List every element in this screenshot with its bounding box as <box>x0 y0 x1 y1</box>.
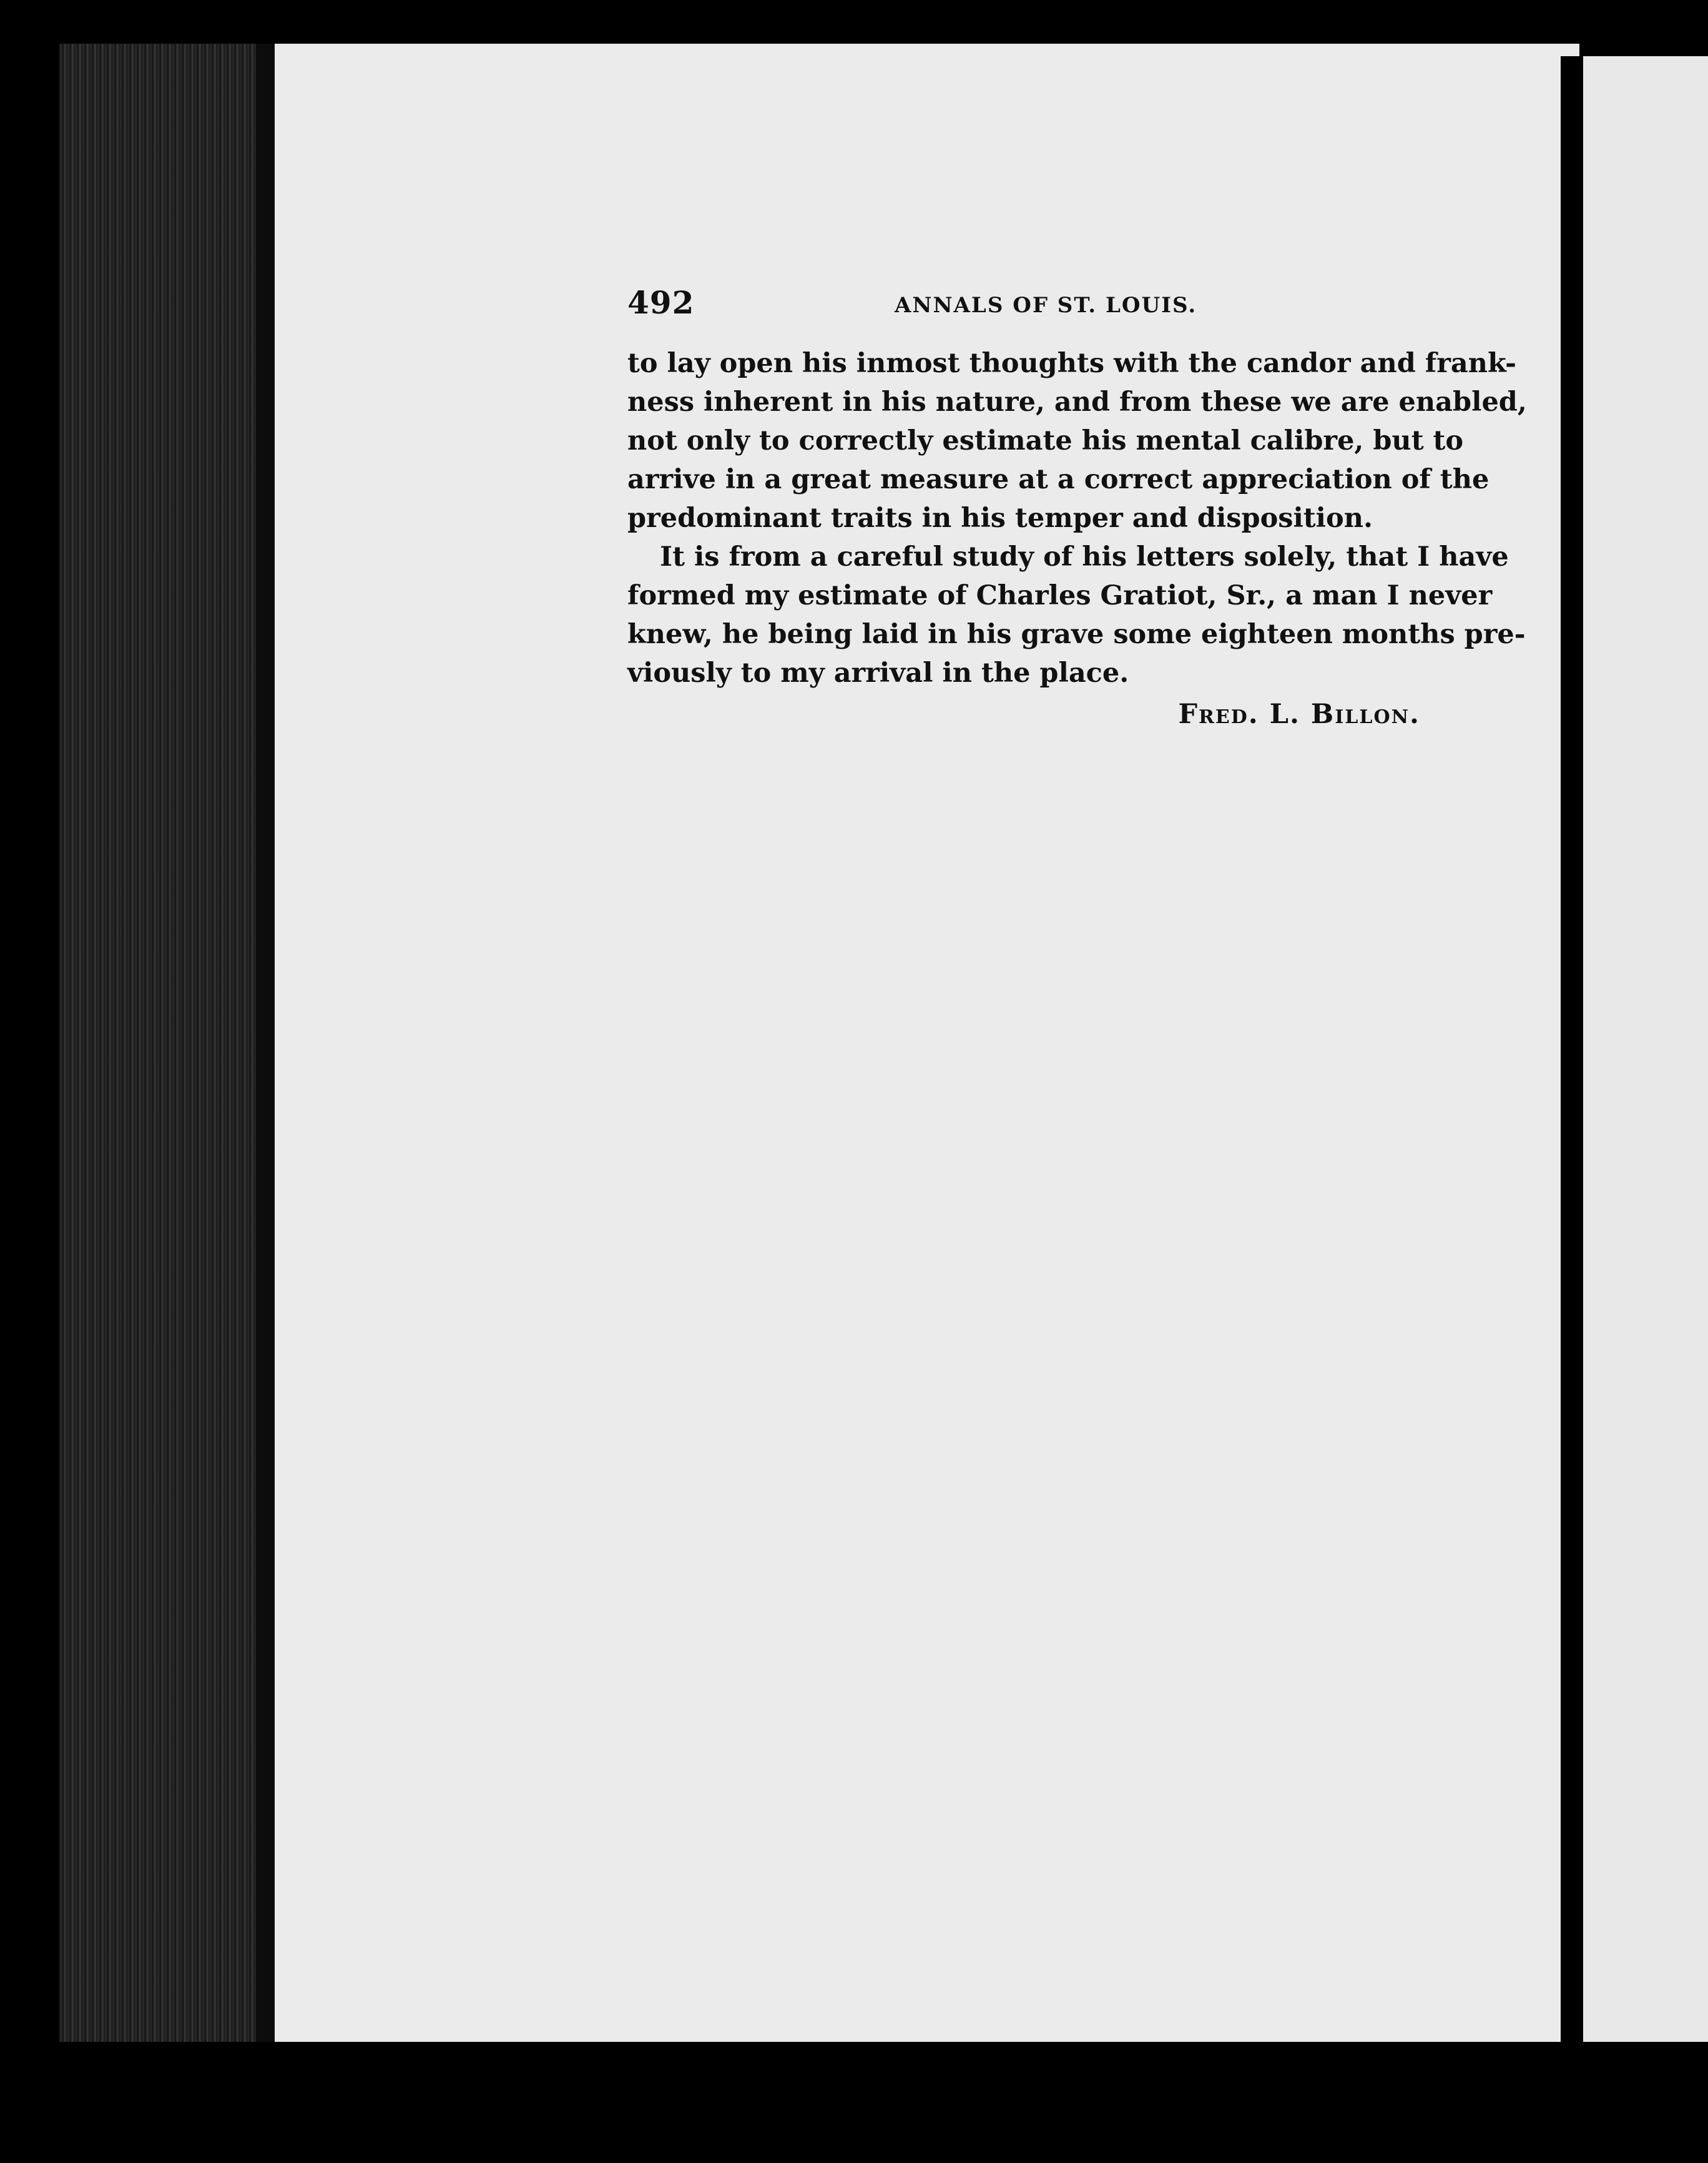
text-line: viously to my arrival in the place. <box>627 658 1129 689</box>
running-head <box>627 284 1458 328</box>
text-line: knew, he being laid in his grave some eighteen months pre- <box>627 619 1526 650</box>
author-signature: Fred. L. Billon. <box>1178 699 1420 730</box>
adjacent-page-edge <box>1583 56 1708 2042</box>
page-number: 492 <box>627 284 695 321</box>
page-text-block <box>627 284 1527 734</box>
text-line: arrive in a great measure at a correct appreciation of the <box>627 464 1490 495</box>
text-line: It is from a careful study of his letters solely, that I have <box>660 541 1509 573</box>
book-gutter <box>1561 56 1583 2042</box>
book-page-edges <box>59 44 275 2042</box>
running-title: ANNALS OF ST. LOUIS. <box>895 293 1197 318</box>
paragraph-2 <box>627 538 1526 692</box>
paragraph-1 <box>627 344 1527 538</box>
text-line: not only to correctly estimate his mental calibre, but to <box>627 425 1464 456</box>
text-line: to lay open his inmost thoughts with the candor and frank- <box>627 348 1516 379</box>
text-line: formed my estimate of Charles Gratiot, Sr., a man I never <box>627 580 1493 611</box>
text-line: predominant traits in his temper and disposition. <box>627 503 1373 534</box>
text-line: ness inherent in his nature, and from these we are enabled, <box>627 387 1527 418</box>
